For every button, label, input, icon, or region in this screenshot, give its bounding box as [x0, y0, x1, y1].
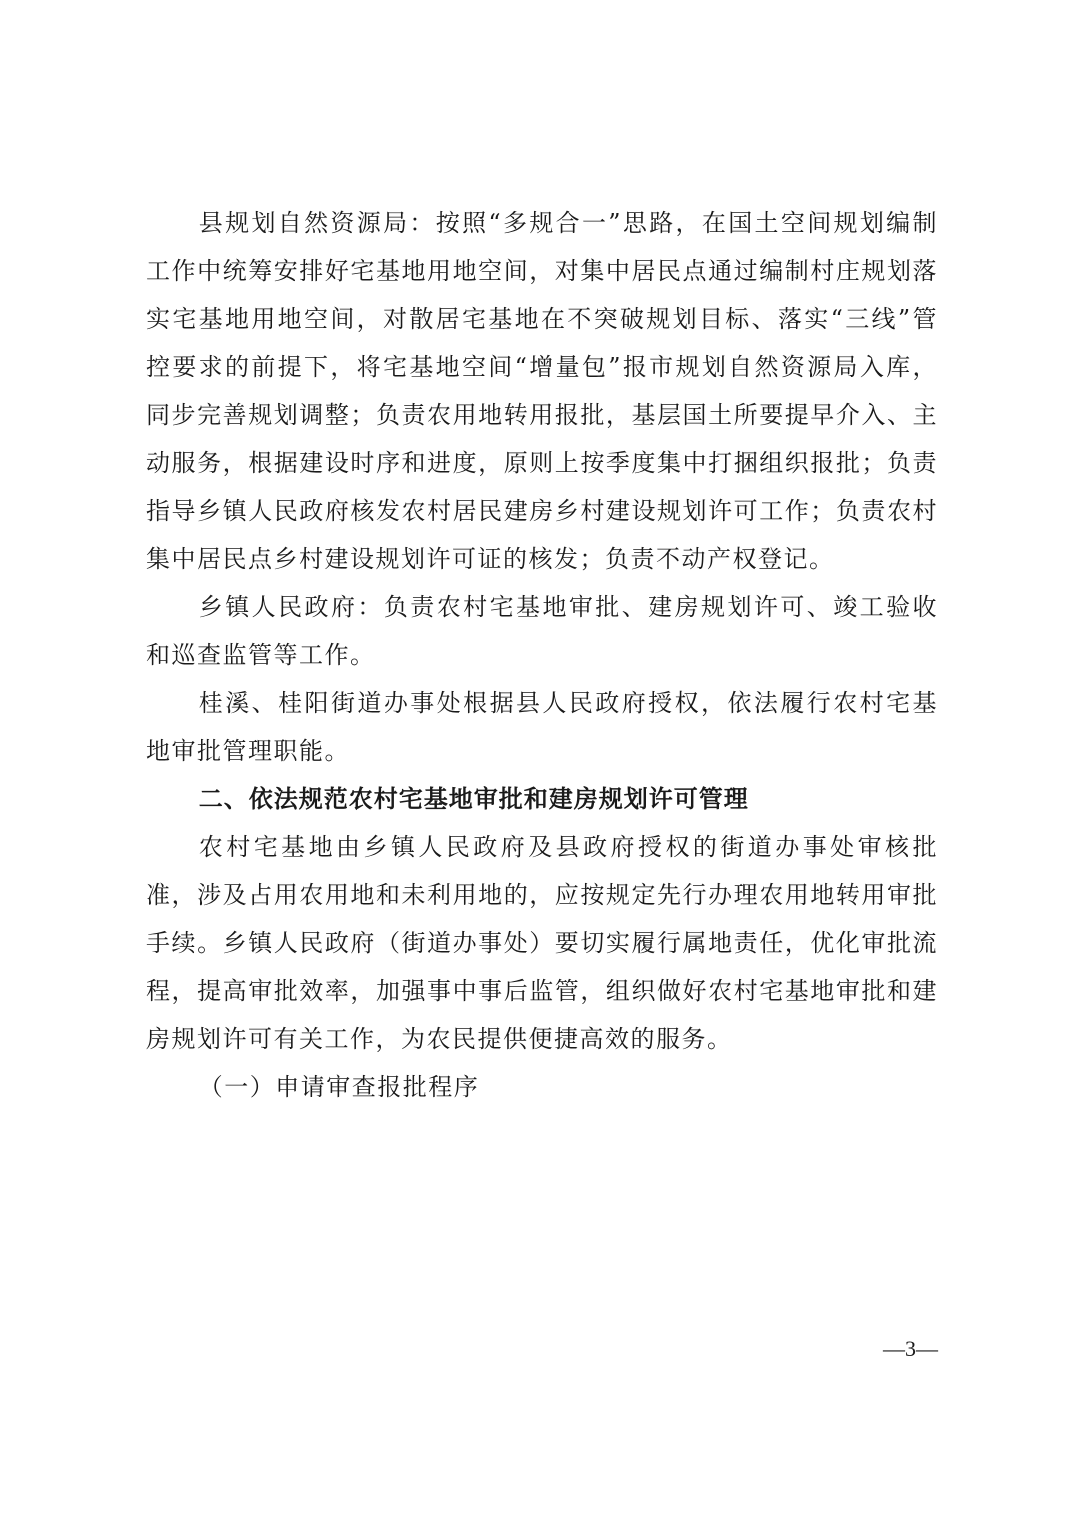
- paragraph-county-planning-bureau: [146, 199, 938, 583]
- subsection-heading: （一）申请审查报批程序: [198, 1073, 480, 1101]
- section-paragraph: 农村宅基地由乡镇人民政府及县政府授权的街道办事处审核批准，涉及占用农用地和未利用地的，应按规定先行办理农用地转用审批手续。乡镇人民政府（街道办事处）要切实履行属地责任，优化审批流程，提高审批效率，加强事中事后监管，组织做好农村宅基地审批和建房规划许可有关工作，为农民提供便捷高效的服务。: [146, 833, 938, 1053]
- document-body: [146, 199, 938, 1111]
- paragraph-lead-label: 县规划自然资源局：: [198, 209, 436, 237]
- paragraph-street-offices: [146, 679, 938, 775]
- paragraph-township-government: [146, 583, 938, 679]
- paragraph-text: 按照“多规合一”思路，在国土空间规划编制工作中统筹安排好宅基地用地空间，对集中居民点通过编制村庄规划落实宅基地用地空间，对散居宅基地在不突破规划目标、落实“三线”管控要求的前提下，将宅基地空间“增量包”报市规划自然资源局入库，同步完善规划调整；负责农用地转用报批，基层国土所要提早介入、主动服务，根据建设时序和进度，原则上按季度集中打捆组织报批；负责指导乡镇人民政府核发农村居民建房乡村建设规划许可工作；负责农村集中居民点乡村建设规划许可证的核发；负责不动产权登记。: [146, 209, 939, 573]
- paragraph-lead-label: 乡镇人民政府：: [198, 593, 384, 621]
- paragraph-text: 负责农村宅基地审批、建房规划许可、竣工验收和巡查监管等工作。: [146, 593, 939, 669]
- page-number: —3—: [883, 1336, 938, 1361]
- section-heading: 二、依法规范农村宅基地审批和建房规划许可管理: [198, 785, 749, 813]
- paragraph-text: 桂溪、桂阳街道办事处根据县人民政府授权，依法履行农村宅基地审批管理职能。: [146, 689, 938, 765]
